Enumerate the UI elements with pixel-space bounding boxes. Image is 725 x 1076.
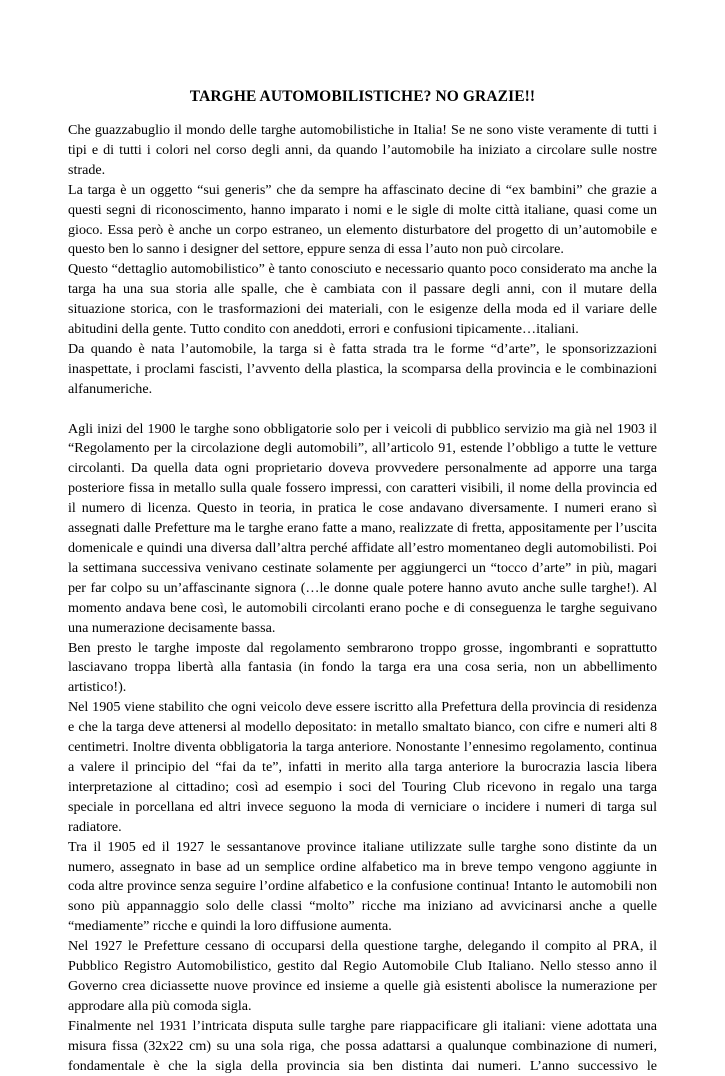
paragraph-ben-presto: Ben presto le targhe imposte dal regolamento sembrarono troppo grosse, ingombranti e soprattutto lasciavano troppa libertà alla fantasia (in fondo la targa era una cosa seria, non un abbellimento artistico!).	[68, 639, 657, 696]
paragraph-1905-1927: Tra il 1905 ed il 1927 le sessantanove province italiane utilizzate sulle targhe sono distinte da un numero, assegnato in base ad un semplice ordine alfabetico ma in breve tempo vengono aggiunte in coda altre province senza seguire l’ordine alfabetico e la confusione continua! Intanto le automobili non sono più appannaggio solo delle classi “molto” ricche ma iniziano ad avvicinarsi anche a quelle “mediamente” ricche e quindi la loro diffusione aumenta.	[68, 838, 657, 935]
paragraph-1927: Nel 1927 le Prefetture cessano di occuparsi della questione targhe, delegando il compito al PRA, il Pubblico Registro Automobilistico, gestito dal Regio Automobile Club Italiano. Nello stesso anno il Governo crea diciassette nuove province ed insieme a quelle già esistenti abolisce la numerazione per approdare alla più comoda sigla.	[68, 938, 657, 1014]
paragraph-forme-arte: Da quando è nata l’automobile, la targa si è fatta strada tra le forme “d’arte”, le sponsorizzazioni inaspettate, i proclami fascisti, l’avvento della plastica, la scomparsa della provincia e le combinazioni alfanumeriche.	[68, 340, 657, 397]
document-body	[68, 121, 657, 1076]
paragraph-dettaglio: Questo “dettaglio automobilistico” è tanto conosciuto e necessario quanto poco considerato ma anche la targa ha una sua storia alle spalle, che è cambiata con il passare degli anni, con il mutare della situazione storica, con le trasformazioni dei materiali, con le esigenze della moda ed il variare delle abitudini della gente. Tutto condito con aneddoti, errori e confusioni tipicamente…italiani.	[68, 261, 657, 338]
document-title: TARGHE AUTOMOBILISTICHE? NO GRAZIE!!	[189, 88, 536, 105]
paragraph-1905: Nel 1905 viene stabilito che ogni veicolo deve essere iscritto alla Prefettura della provincia di residenza e che la targa deve attenersi al modello depositato: in metallo smaltato bianco, con cifre e numeri alti 8 centimetri. Inoltre diventa obbligatoria la targa anteriore. Nonostante l’ennesimo regolamento, continua a valere il principio del “fai da te”, infatti in merito alla targa anteriore la burocrazia lascia libera interpretazione al cittadino; così ad esempio i soci del Touring Club ricevono in regalo una targa speciale in porcellana ed altri invece seguono la moda di verniciare o incidere i numeri di targa sul radiatore.	[68, 699, 657, 835]
paragraph-intro: Che guazzabuglio il mondo delle targhe automobilistiche in Italia! Se ne sono viste veramente di tutti i tipi e di tutti i colori nel corso degli anni, da quando l’automobile ha iniziato a circolare sulle nostre strade.	[68, 122, 657, 178]
paragraph-1900: Agli inizi del 1900 le targhe sono obbligatorie solo per i veicoli di pubblico servizio ma già nel 1903 il “Regolamento per la circolazione degli automobili”, all’articolo 91, estende l’obbligo a tutte le vetture circolanti. Da quella data ogni proprietario doveva provvedere personalmente ad apporre una targa posteriore fissa in metallo sulla quale fossero impressi, con caratteri visibili, il nome della provincia ed il numero di licenza. Questo in teoria, in pratica le cose andavano diversamente. I numeri erano sì assegnati dalle Prefetture ma le targhe erano fatte a mano, realizzate di fretta, appositamente per l’uscita domenicale e quindi una diversa dall’altra perché affidate all’estro momentaneo degli automobilisti. Poi la settimana successiva venivano cestinate solamente per aggiungerci un “tocco d’arte” in più, magari per far colpo su un’affascinante signora (…le donne quale potere hanno avuto anche sulle targhe!). Al momento andava bene così, le automobili circolanti erano poche e di conseguenza le targhe seguivano una numerazione decisamente bassa.	[68, 420, 657, 636]
paragraph-1931: Finalmente nel 1931 l’intricata disputa sulle targhe pare riappacificare gli italiani: viene adottata una misura fissa (32x22 cm) su una sola riga, che possa adattarsi a qualunque combinazione di numeri, fondamentale è che la sigla della provincia sia ben distinta dai numeri. L’anno successivo le	[68, 1017, 657, 1074]
paragraph-sui-generis: La targa è un oggetto “sui generis” che da sempre ha affascinato decine di “ex bambini” che grazie a questi segni di riconoscimento, hanno imparato i nomi e le sigle di molte città italiane, quasi come un gioco. Essa però è anche un corpo estraneo, un elemento disturbatore del progetto di un’automobile e questo ben lo sanno i designer del settore, eppure senza di essa l’auto non può circolare.	[68, 181, 657, 258]
